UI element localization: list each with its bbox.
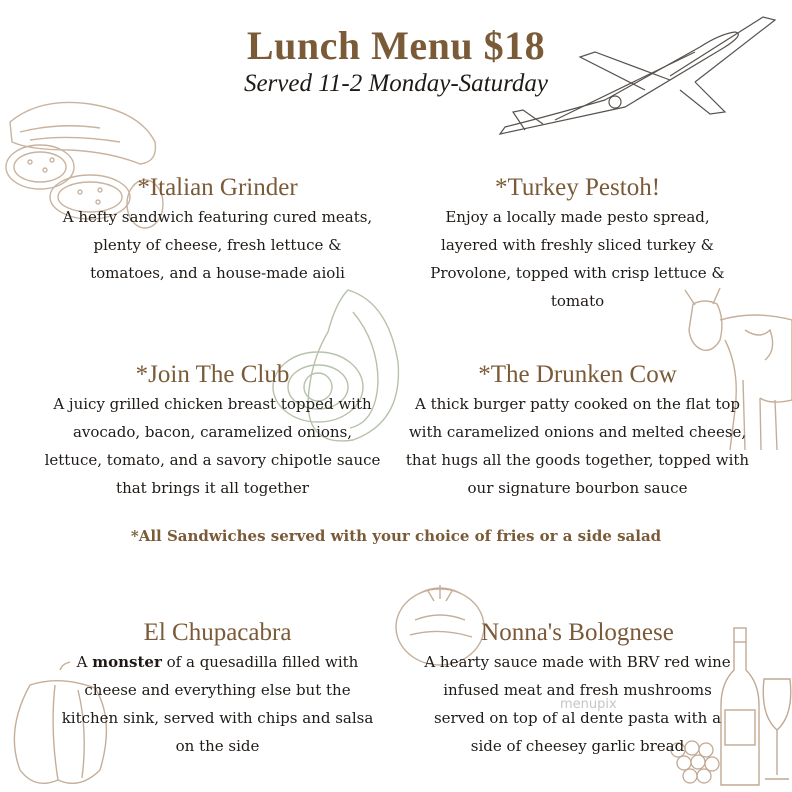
item-name: *Turkey Pestoh! (494, 174, 661, 201)
description-suffix: of a quesadilla filled with cheese and everything else but the kitchen sink, served with chips and salsa on the side (61, 653, 374, 755)
menu-item-the-drunken-cow (400, 360, 755, 502)
menu-title: Lunch Menu $18 (246, 23, 546, 68)
menu-item-nonnas-bolognese (415, 618, 740, 760)
item-description: A thick burger patty cooked on the flat top with caramelized onions and melted cheese, that hugs all the goods together, topped with our signature bourbon sauce (405, 395, 750, 497)
wine-glass-icon (760, 675, 792, 792)
watermark: menupix (560, 697, 617, 712)
item-description: Enjoy a locally made pesto spread, layered with freshly sliced turkey & Provolone, topped with crisp lettuce & tomato (430, 208, 725, 310)
item-name: El Chupacabra (143, 619, 292, 646)
item-name: Nonna's Bolognese (481, 619, 674, 646)
menu-subtitle: Served 11-2 Monday-Saturday (243, 70, 549, 97)
menu-item-italian-grinder (40, 173, 395, 287)
item-description (45, 648, 390, 760)
description-bold: monster (92, 653, 162, 671)
menu-item-el-chupacabra (45, 618, 390, 760)
item-name: *Join The Club (135, 361, 290, 388)
item-name: *Italian Grinder (137, 174, 298, 201)
item-description: A hearty sauce made with BRV red wine infused meat and fresh mushrooms served on top of al dente pasta with a side of cheesey garlic bread (424, 653, 731, 755)
menu-item-turkey-pestoh (405, 173, 750, 315)
sandwich-note: *All Sandwiches served with your choice of fries or a side salad (130, 527, 662, 545)
item-description: A hefty sandwich featuring cured meats, plenty of cheese, fresh lettuce & tomatoes, and a house-made aioli (62, 208, 373, 282)
item-name: *The Drunken Cow (478, 361, 677, 388)
description-prefix: A (76, 653, 93, 671)
menu-item-join-the-club (35, 360, 390, 502)
item-description: A juicy grilled chicken breast topped with avocado, bacon, caramelized onions, lettuce, tomato, and a savory chipotle sauce that brings it all together (44, 395, 381, 497)
